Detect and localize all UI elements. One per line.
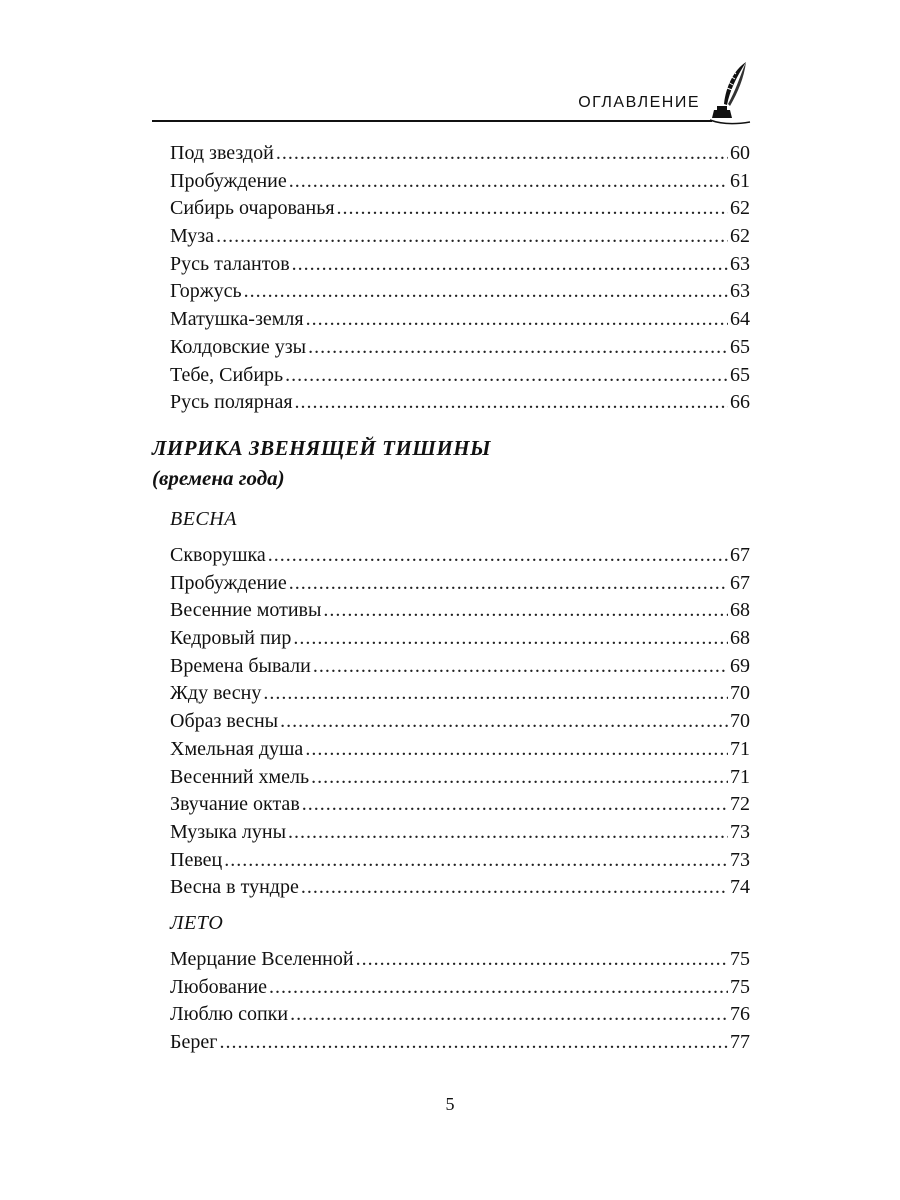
entry-page: 68	[730, 627, 750, 650]
entry-title: Горжусь	[170, 280, 242, 303]
entry-title: Русь полярная	[170, 391, 293, 414]
toc-entry	[170, 847, 750, 875]
toc-list-spring	[170, 542, 750, 902]
toc-entry	[170, 736, 750, 764]
leader-dots	[356, 946, 728, 974]
subsection-heading-spring: ВЕСНА	[170, 508, 237, 530]
entry-page: 65	[730, 363, 750, 386]
toc-entry	[170, 1029, 750, 1057]
entry-title: Русь талантов	[170, 252, 290, 275]
leader-dots	[313, 653, 728, 681]
entry-page: 68	[730, 599, 750, 622]
entry-page: 73	[730, 848, 750, 871]
entry-title: Муза	[170, 225, 215, 248]
entry-page: 75	[730, 975, 750, 998]
toc-list-summer	[170, 946, 750, 1057]
leader-dots	[276, 140, 728, 168]
leader-dots	[280, 708, 728, 736]
entry-title: Певец	[170, 848, 223, 871]
entry-page: 63	[730, 280, 750, 303]
entry-page: 71	[730, 737, 750, 760]
entry-title: Колдовские узы	[170, 335, 307, 358]
entry-page: 64	[730, 308, 750, 331]
toc-entry	[170, 389, 750, 417]
entry-title: Сибирь очарованья	[170, 197, 335, 220]
entry-page: 72	[730, 793, 750, 816]
leader-dots	[216, 223, 728, 251]
entry-title: Под звездой	[170, 142, 274, 164]
leader-dots	[323, 597, 728, 625]
entry-title: Тебе, Сибирь	[170, 363, 284, 386]
entry-page: 75	[730, 948, 750, 970]
toc-entry	[170, 195, 750, 223]
leader-dots	[308, 334, 728, 362]
leader-dots	[302, 791, 728, 819]
entry-page: 67	[730, 571, 750, 594]
leader-dots	[289, 570, 728, 598]
leader-dots	[337, 195, 728, 223]
toc-entry	[170, 791, 750, 819]
toc-entry	[170, 278, 750, 306]
toc-entry	[170, 542, 750, 570]
toc-entry	[170, 625, 750, 653]
leader-dots	[263, 680, 728, 708]
entry-page: 73	[730, 820, 750, 843]
subsection-heading-summer: ЛЕТО	[170, 912, 224, 934]
leader-dots	[289, 168, 728, 196]
entry-page: 70	[730, 710, 750, 733]
entry-title: Пробуждение	[170, 169, 287, 192]
entry-title: Люблю сопки	[170, 1003, 289, 1026]
entry-title: Весенний хмель	[170, 765, 310, 788]
entry-page: 69	[730, 654, 750, 677]
toc-entry	[170, 974, 750, 1002]
running-header	[152, 60, 752, 130]
leader-dots	[268, 542, 728, 570]
entry-page: 74	[730, 876, 750, 899]
toc-entry	[170, 251, 750, 279]
leader-dots	[293, 625, 728, 653]
leader-dots	[269, 974, 728, 1002]
leader-dots	[224, 847, 728, 875]
entry-title: Времена бывали	[170, 654, 311, 677]
entry-title: Матушка-земля	[170, 308, 304, 331]
leader-dots	[288, 819, 728, 847]
entry-page: 67	[730, 544, 750, 566]
leader-dots	[301, 874, 728, 902]
entry-title: Весна в тундре	[170, 876, 299, 899]
entry-page: 77	[730, 1031, 750, 1054]
entry-title: Скворушка	[170, 544, 266, 566]
toc-entry	[170, 708, 750, 736]
entry-title: Любование	[170, 975, 268, 998]
toc-entry	[170, 362, 750, 390]
toc-entry	[170, 874, 750, 902]
section-title: ЛИРИКА ЗВЕНЯЩЕЙ ТИШИНЫ	[152, 436, 491, 460]
leader-dots	[295, 389, 728, 417]
toc-entry	[170, 306, 750, 334]
leader-dots	[292, 251, 728, 279]
entry-page: 65	[730, 335, 750, 358]
entry-page: 62	[730, 225, 750, 248]
toc-entry	[170, 140, 750, 168]
entry-title: Хмельная душа	[170, 737, 304, 760]
entry-page: 63	[730, 252, 750, 275]
entry-page: 60	[730, 142, 750, 164]
leader-dots	[306, 306, 728, 334]
leader-dots	[311, 764, 728, 792]
toc-entry	[170, 597, 750, 625]
header-rule	[152, 120, 712, 122]
leader-dots	[290, 1001, 728, 1029]
entry-page: 71	[730, 765, 750, 788]
entry-title: Звучание октав	[170, 793, 300, 816]
toc-entry	[170, 946, 750, 974]
toc-entry	[170, 168, 750, 196]
entry-page: 61	[730, 169, 750, 192]
toc-entry	[170, 819, 750, 847]
toc-entry	[170, 680, 750, 708]
toc-entry	[170, 1001, 750, 1029]
entry-page: 62	[730, 197, 750, 220]
toc-entry	[170, 764, 750, 792]
entry-page: 66	[730, 391, 750, 414]
toc-entry	[170, 570, 750, 598]
entry-page: 76	[730, 1003, 750, 1026]
entry-title: Образ весны	[170, 710, 279, 733]
leader-dots	[244, 278, 728, 306]
leader-dots	[219, 1029, 728, 1057]
entry-title: Берег	[170, 1031, 218, 1054]
entry-title: Музыка луны	[170, 820, 287, 843]
entry-page: 70	[730, 682, 750, 705]
leader-dots	[305, 736, 728, 764]
entry-title: Кедровый пир	[170, 627, 292, 650]
leader-dots	[285, 362, 728, 390]
entry-title: Весенние мотивы	[170, 599, 322, 622]
toc-list-top	[170, 140, 750, 417]
toc-entry	[170, 653, 750, 681]
quill-inkwell-icon	[706, 60, 752, 130]
entry-title: Мерцание Вселенной	[170, 948, 354, 970]
entry-title: Жду весну	[170, 682, 262, 705]
page-number: 5	[445, 1094, 455, 1114]
toc-entry	[170, 223, 750, 251]
entry-title: Пробуждение	[170, 571, 287, 594]
section-subtitle: (времена года)	[152, 466, 285, 490]
toc-entry	[170, 334, 750, 362]
header-title: ОГЛАВЛЕНИЕ	[578, 94, 700, 111]
